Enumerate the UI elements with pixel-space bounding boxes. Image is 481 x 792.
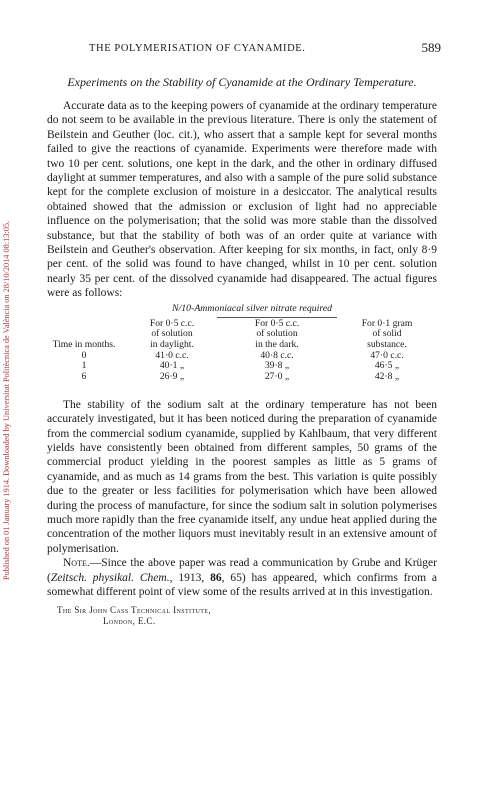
address-line: London, E.C.: [103, 616, 156, 627]
note-text: , 1913,: [169, 571, 211, 584]
header-solid: [337, 319, 437, 351]
header-dark: [232, 319, 322, 351]
table-cell: 40·1 „: [159, 360, 185, 372]
header-line: of solution: [256, 328, 298, 340]
table-cell: 6: [81, 370, 87, 382]
note-paragraph: [47, 556, 437, 599]
table-cell: 26·9 „: [159, 370, 185, 382]
table-cell: 46·5 „: [374, 360, 400, 372]
titration-table: [47, 304, 437, 394]
table-cell: 40·8 c.c.: [260, 349, 294, 361]
header-line: of solution: [151, 328, 193, 340]
column-solid: [337, 351, 437, 383]
note-label: Note.: [63, 557, 90, 570]
table-caption: N/10-Ammoniacal silver nitrate required: [172, 302, 333, 314]
table-cell: 1: [81, 360, 87, 372]
header-line: in the dark.: [255, 338, 299, 350]
header-line: Time in months.: [52, 338, 116, 350]
paragraph-stability: Accurate data as to the keeping powers of cyanamide at the ordinary temperature do not seem to be available in the previous literature. There is only the statement of Beilstein and Geuther (loc. cit.), who assert that a sample kept for several months failed to give the reactions of cyanamide. Experiments were therefore made with two 10 per cent. solutions, one kept in the dark, and the other in ordinary diffused daylight at summer temperatures, and also with a sample of the pure solid substance kept for the complete exclusion of moisture in a desiccator. The analytical results obtained showed that the admission or exclusion of light had no appreciable influence on the polymerisation; that the solid was more stable than the dissolved substance, but that the stability of both was of an order quite at variance with Beilstein and Geuther's observation. After keeping for six months, in fact, only 8·9 per cent. of the solid was found to have changed, whilst in 10 per cent. solution nearly 35 per cent. of the dissolved cyanamide had disappeared. The actual figures were as follows:: [47, 100, 437, 300]
header-daylight: [129, 319, 215, 351]
header-time: [45, 340, 123, 351]
note-text: —Since the above paper was read a communication by Grube and Krüger (: [47, 557, 437, 584]
table-cell: 41·0 c.c.: [155, 349, 189, 361]
journal-citation: Zeitsch. physikal. Chem.: [50, 571, 170, 584]
page-number: 589: [421, 40, 441, 55]
table-cell: 47·0 c.c.: [370, 349, 404, 361]
section-title: Experiments on the Stability of Cyanamide at the Ordinary Temperature.: [67, 75, 417, 89]
header-line: For 0·5 c.c.: [254, 317, 300, 329]
table-cell: 27·0 „: [264, 370, 290, 382]
running-title: THE POLYMERISATION OF CYANAMIDE.: [89, 43, 306, 54]
paper-page: [47, 40, 441, 627]
header-line: in daylight.: [150, 338, 194, 350]
table-cell: 42·8 „: [374, 370, 400, 382]
column-daylight: [129, 351, 215, 383]
address-line: The Sir John Cass Technical Institute,: [57, 605, 212, 616]
volume-number: 86: [210, 571, 222, 584]
institution-address: [47, 605, 437, 627]
note-text: , 65) has appeared, which confirms from a somewhat different point of view some of the results arrived at in this investigation.: [47, 571, 438, 598]
table-cell: 0: [81, 349, 87, 361]
table-cell: 39·8 „: [264, 360, 290, 372]
header-line: For 0·1 gram: [361, 317, 413, 329]
paragraph-sodium-salt: The stability of the sodium salt at the ordinary temperature has not been accurately investigated, but it has been noticed during the preparation of cyanamide from the commercial sodium cyanamide, supplied by Kahlbaum, that very different yields have consistently been obtained from different samples, 50 grams of the commercial product yielding in the poorest samples as little as 5 grams of cyanamide, and as much as 14 grams from the best. This variation is quite possibly due to the greater or less facilities for polymerisation which have been allowed during the process of manufacture, for since the sodium salt in solution polymerises much more rapidly than the free cyanamide itself, any undue heat applied during the concentration of the mother liquors must inevitably result in an extensive amount of polymerisation.: [47, 398, 437, 555]
header-line: substance.: [367, 338, 407, 350]
running-head: [47, 40, 441, 60]
column-time: [45, 351, 123, 383]
column-dark: [232, 351, 322, 383]
header-line: For 0·5 c.c.: [149, 317, 195, 329]
download-stamp: Published on 01 January 1914. Downloaded by Universitat Politècnica de València on 28/10/2014 08:13:05.: [2, 220, 11, 580]
header-line: of solid: [372, 328, 402, 340]
